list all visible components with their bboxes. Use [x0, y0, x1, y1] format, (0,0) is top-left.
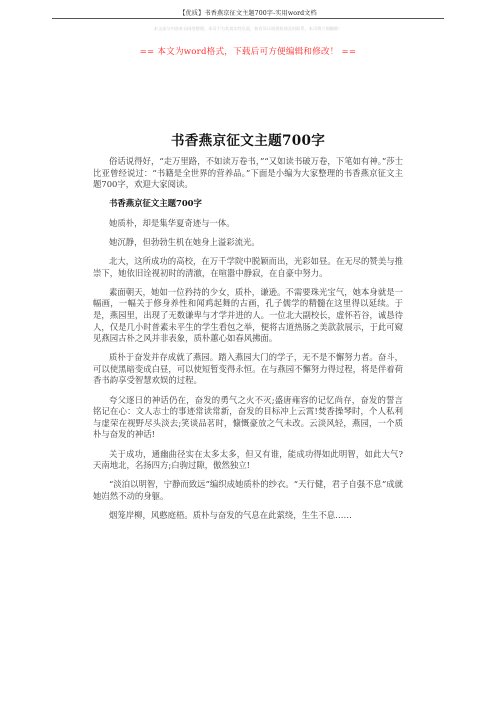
article-title: 书香燕京征文主题700字	[170, 133, 326, 149]
header-divider	[52, 18, 444, 19]
disclaimer-text: 本文部分内容来自网络整理，本司不为其真实性负责，如有异议或侵权请及时联系，本司将立即删除！	[153, 26, 343, 31]
body-paragraph: 质朴于奋发并存成就了燕园。踏入燕园大门的学子，无不是不懈努力者。奋斗，可以使黑暗变成白昼，可以使短暂变得永恒。在与燕园不懈努力得过程，将是伴着荷香书韵享受智慧欢娱的过程。	[93, 352, 403, 386]
section-heading: 书香燕京征文主题700字	[109, 198, 202, 209]
word-format-notice: == 本文为word格式，下载后可方便编辑和修改！ ==	[139, 47, 357, 57]
article-body	[93, 156, 403, 529]
body-paragraph: 北大，这所成功的高校，在万千学院中脱颖而出，光彩如昼。在无尽的赞美与推崇下，她依旧诠视初时的清澈，在喧嚣中静寂，在自豪中努力。	[93, 255, 403, 278]
body-paragraph: 关于成功，通幽曲径实在太多太多，但又有谁，能成功得如此明智，如此大气?天南地北，名扬四方;白驹过隙，傲然独立!	[93, 448, 403, 471]
body-paragraph: 烟笼岸柳，风憨庭梧。质朴与奋发的气息在此萦绕，生生不息……	[109, 510, 352, 521]
body-paragraph: 她沉静，但勃勃生机在她身上溢彩流光。	[109, 236, 260, 247]
intro-paragraph: 俗话说得好，“走万里路，不如读万卷书，”“又如读书破万卷，下笔如有神。”莎士比亚曾经说过：“书籍是全世界的营养品。”下面是小编为大家整理的书香燕京征文主题700字，欢迎大家阅读。	[93, 156, 403, 190]
body-paragraph: “淡泊以明智，宁静而致远”编织成她质朴的纱衣。“天行健，君子自强不息”成就她岿然不动的身躯。	[93, 479, 403, 501]
body-paragraph: 素面朝天，她如一位矜持的少女，质朴，谦逊。不需要珠光宝气，她本身就是一幅画，一幅关于修身养性和闻鸡起舞的古画，孔子儒学的精髓在这里得以延续。于是，燕园里，出现了无数谦卑与才学并进的人。一位北大副校长，虚怀若谷，诚恳待人，仅是几小时普素未平生的学生看包之举，便将古道热肠之美款款展示，于此可窥见燕园古朴之风并非表象，质朴蕙心如春风拂面。	[93, 286, 403, 344]
body-paragraph: 夸父逐日的神话仍在，奋发的勇气之火不灭;盛唐雍容的记忆尚存，奋发的誓言铭记在心：文人志士的事迹常读常新，奋发的目标冲上云霄!焚香操琴时，个人私利与虚荣在视野尽头淡去;笑谈品茗时，慷慨豪放之气未改。云淡风轻，燕园，一个质朴与奋发的神话!	[93, 394, 403, 440]
body-paragraph: 她质朴，却是集华夏奇迹与一体。	[109, 217, 235, 228]
document-header-title: 【优质】书香燕京征文主题700字-实用word文档	[179, 10, 317, 17]
